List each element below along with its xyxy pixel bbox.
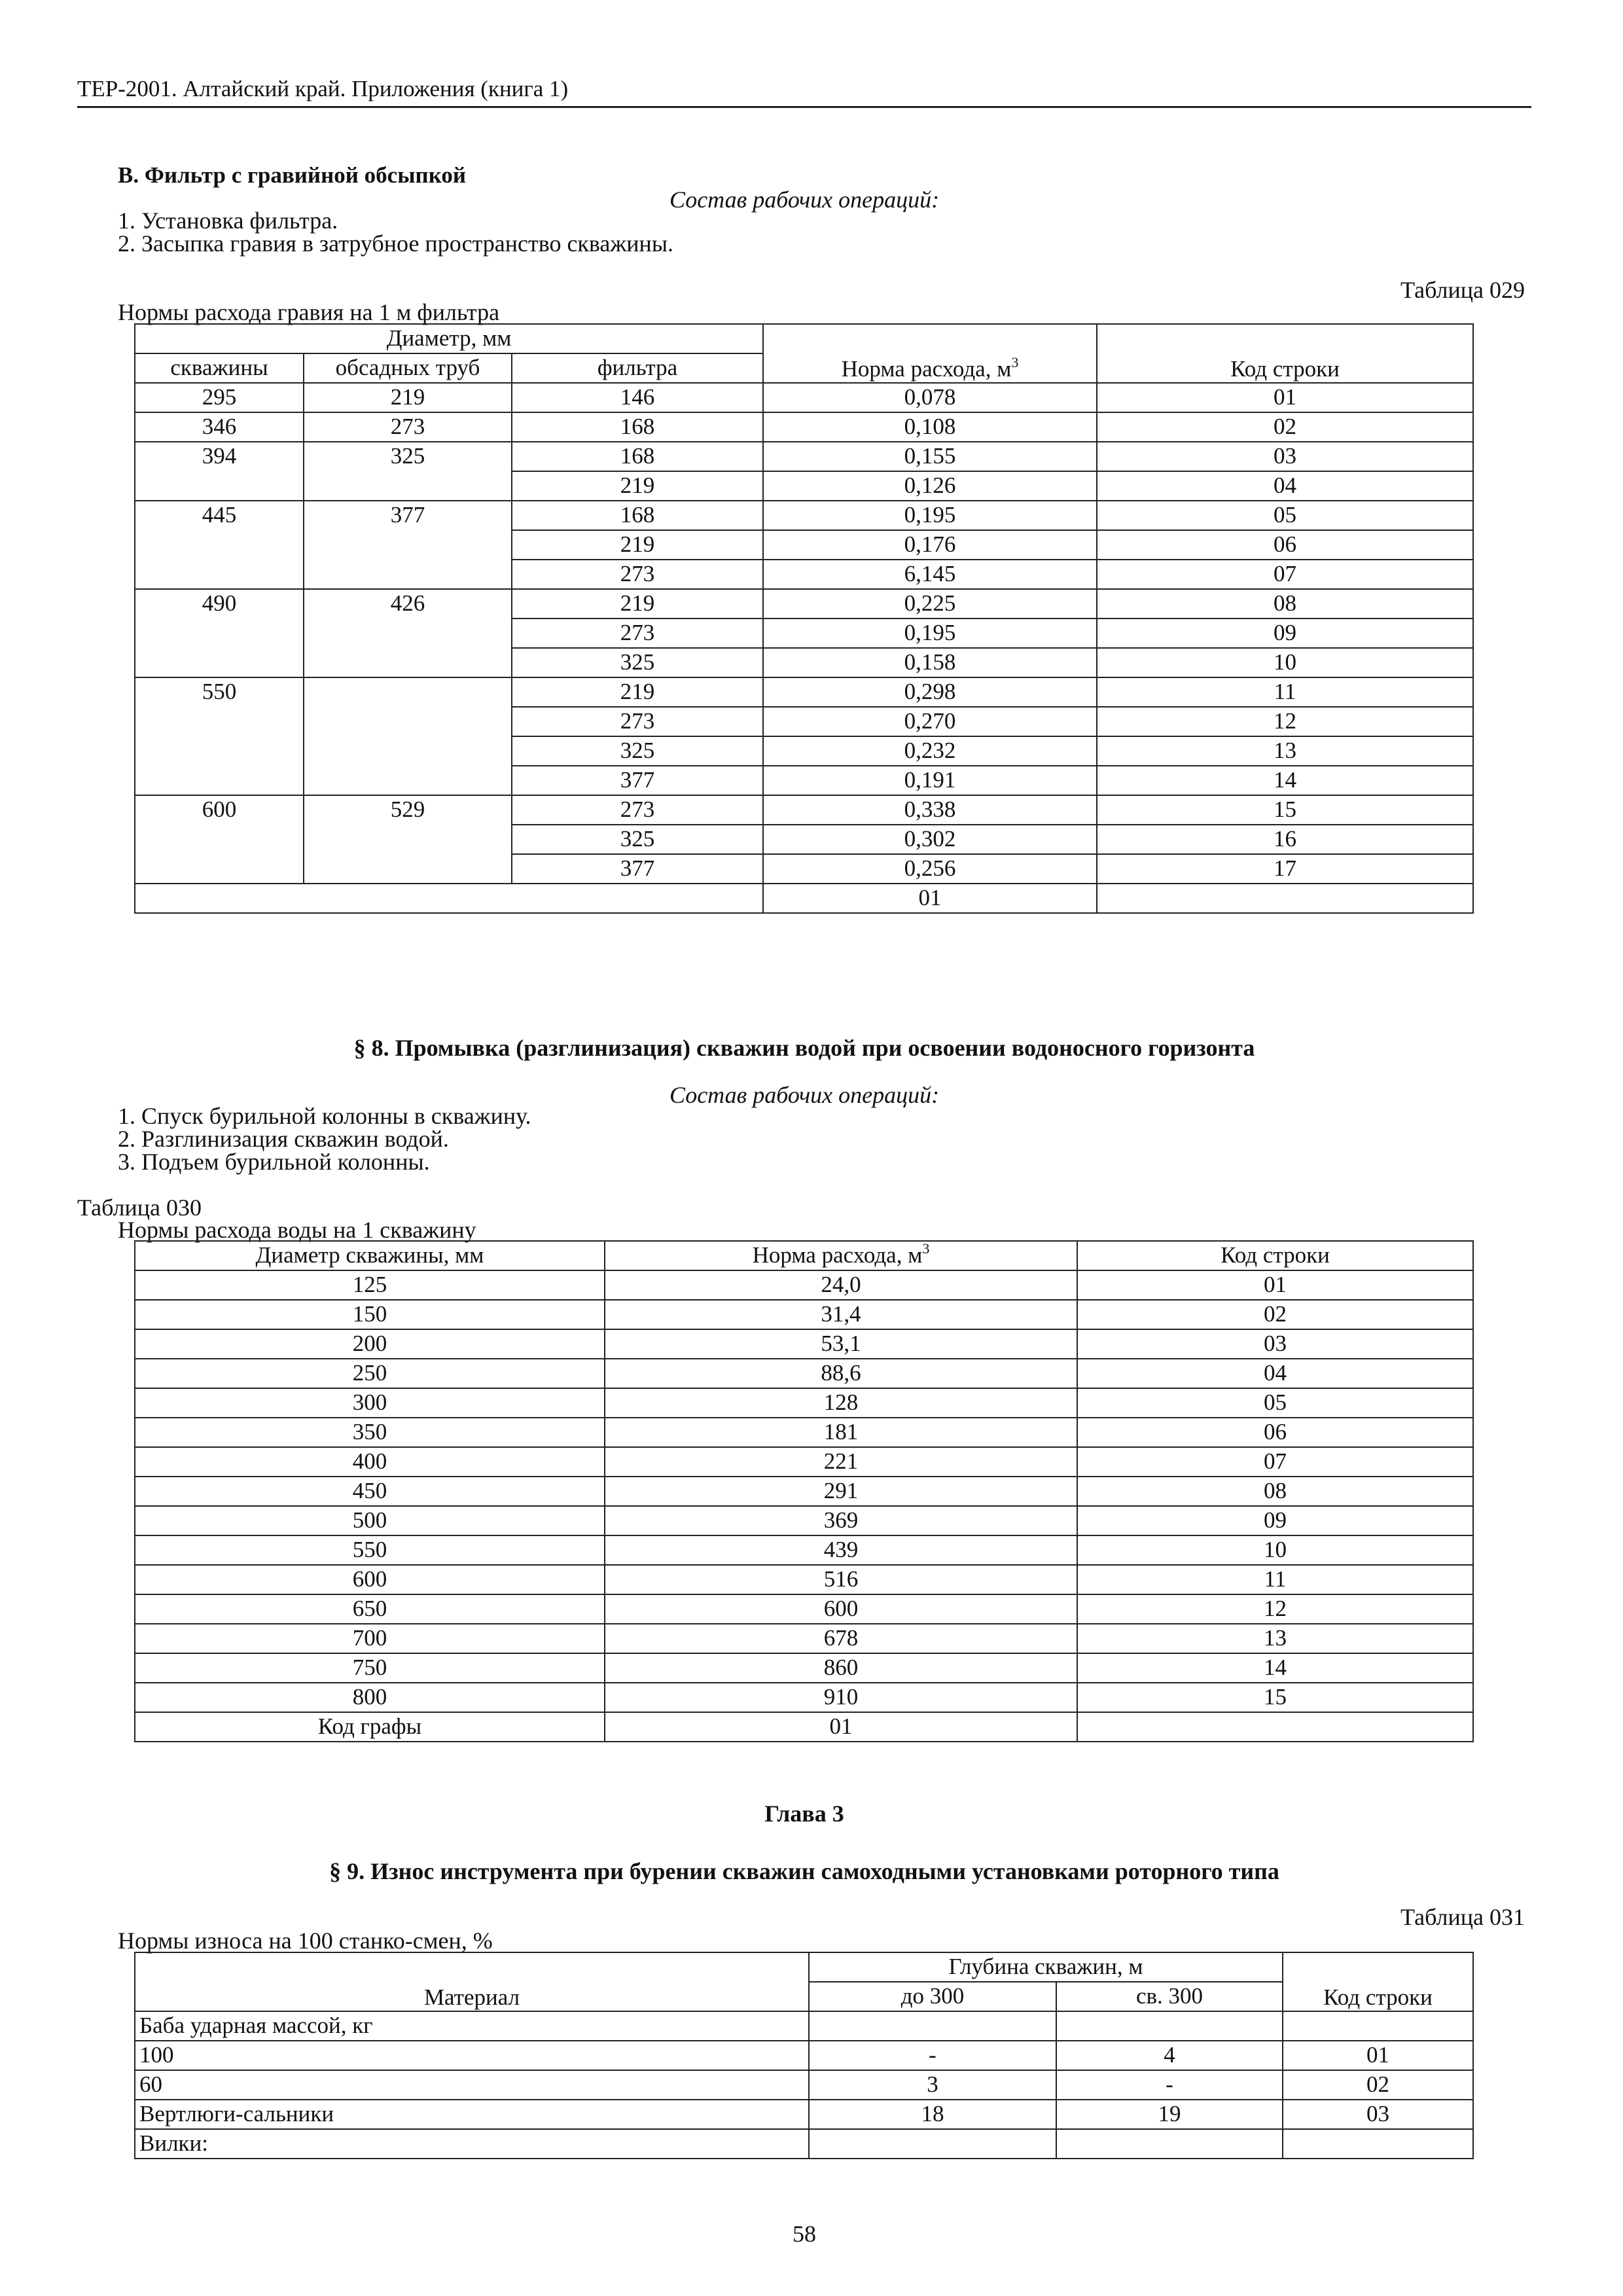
section-9-title: § 9. Износ инструмента при бурении скважин самоходными установками роторного типа <box>329 1858 1279 1884</box>
cell-casing: 219 <box>304 383 512 412</box>
cell-norm: 53,1 <box>605 1329 1077 1359</box>
cell-diameter: 300 <box>135 1388 605 1418</box>
cell-norm: 0,232 <box>763 736 1097 766</box>
cell-filter: 273 <box>512 619 763 648</box>
page-number: 58 <box>793 2221 816 2247</box>
cell-diameter: 750 <box>135 1653 605 1683</box>
cell-code: 05 <box>1097 501 1473 530</box>
cell-code: 03 <box>1097 442 1473 471</box>
table-031-caption: Нормы износа на 100 станко-смен, % <box>118 1928 493 1954</box>
table-row <box>135 1477 1473 1506</box>
chapter-title: Глава 3 <box>764 1801 844 1827</box>
cell-norm: 369 <box>605 1506 1077 1535</box>
cell-code: 06 <box>1077 1418 1473 1447</box>
cell-filter: 325 <box>512 648 763 677</box>
table-row <box>135 2129 1473 2159</box>
table-header-row <box>135 1241 1473 1270</box>
cell-norm: 0,158 <box>763 648 1097 677</box>
cell-code: 14 <box>1077 1653 1473 1683</box>
cell-code: 09 <box>1077 1506 1473 1535</box>
table-footer-row <box>135 884 1473 913</box>
cell-norm: 221 <box>605 1447 1077 1477</box>
cell-norm: 31,4 <box>605 1300 1077 1329</box>
cell-code: 04 <box>1097 471 1473 501</box>
table-029-label: Таблица 029 <box>1400 277 1525 303</box>
table-row <box>135 1506 1473 1535</box>
cell-norm: 0,256 <box>763 854 1097 884</box>
section-8-title: § 8. Промывка (разглинизация) скважин водой при освоении водоносного горизонта <box>353 1035 1255 1061</box>
cell-code: 16 <box>1097 825 1473 854</box>
cell-diameter: 250 <box>135 1359 605 1388</box>
operation-item: 2. Разглинизация скважин водой. <box>118 1126 449 1152</box>
cell-norm: 0,191 <box>763 766 1097 795</box>
cell-material: Вилки: <box>135 2129 809 2159</box>
cell-code: 03 <box>1283 2100 1473 2129</box>
cell-diameter: 350 <box>135 1418 605 1447</box>
cell-code: 07 <box>1097 560 1473 589</box>
cell-code: 01 <box>1077 1270 1473 1300</box>
table-row <box>135 677 1473 707</box>
cell-code: 13 <box>1077 1624 1473 1653</box>
cell-filter: 377 <box>512 854 763 884</box>
table-029-caption: Нормы расхода гравия на 1 м фильтра <box>118 299 500 325</box>
table-row <box>135 1683 1473 1712</box>
cell-code: 12 <box>1097 707 1473 736</box>
cell-code: 08 <box>1097 589 1473 619</box>
cell-filter: 219 <box>512 530 763 560</box>
table-row <box>135 1270 1473 1300</box>
cell-code: 09 <box>1097 619 1473 648</box>
operation-item: 1. Спуск бурильной колонны в скважину. <box>118 1103 531 1129</box>
cell-norm: 0,155 <box>763 442 1097 471</box>
header-depth-to-300: до 300 <box>809 1982 1056 2011</box>
cell-filter: 377 <box>512 766 763 795</box>
cell-diameter: 800 <box>135 1683 605 1712</box>
cell-code: 12 <box>1077 1594 1473 1624</box>
cell-norm: 181 <box>605 1418 1077 1447</box>
header-well-diameter: Диаметр скважины, мм <box>135 1241 605 1270</box>
table-row <box>135 442 1473 471</box>
section-8-ops-list <box>118 1105 531 1174</box>
section-v-title: В. Фильтр с гравийной обсыпкой <box>118 162 467 188</box>
cell-norm: 0,176 <box>763 530 1097 560</box>
footer-empty <box>135 884 763 913</box>
table-row <box>135 1388 1473 1418</box>
cell-norm: 0,195 <box>763 501 1097 530</box>
cell-material: Вертлюги-сальники <box>135 2100 809 2129</box>
header-code: Код строки <box>1097 324 1473 383</box>
cell-code: 10 <box>1097 648 1473 677</box>
table-row <box>135 1535 1473 1565</box>
cell-norm: 0,298 <box>763 677 1097 707</box>
cell-code: 08 <box>1077 1477 1473 1506</box>
section-v-ops-title: Состав рабочих операций: <box>669 187 940 213</box>
cell-filter: 219 <box>512 471 763 501</box>
header-rule <box>77 106 1531 108</box>
cell-code: 02 <box>1283 2070 1473 2100</box>
cell-filter: 325 <box>512 736 763 766</box>
cell-code: 03 <box>1077 1329 1473 1359</box>
cell-to-300: 3 <box>809 2070 1056 2100</box>
cell-code: 11 <box>1097 677 1473 707</box>
cell-diameter: 700 <box>135 1624 605 1653</box>
cell-casing: 273 <box>304 412 512 442</box>
cell-over-300: 19 <box>1056 2100 1283 2129</box>
header-code: Код строки <box>1077 1241 1473 1270</box>
cell-material: 60 <box>135 2070 809 2100</box>
table-row <box>135 1653 1473 1683</box>
cell-code <box>1283 2011 1473 2041</box>
cell-norm: 0,338 <box>763 795 1097 825</box>
table-row <box>135 2041 1473 2070</box>
cell-diameter: 200 <box>135 1329 605 1359</box>
cell-norm: 0,108 <box>763 412 1097 442</box>
cell-norm: 6,145 <box>763 560 1097 589</box>
table-footer-row <box>135 1712 1473 1742</box>
table-row <box>135 1359 1473 1388</box>
cell-casing: 426 <box>304 589 512 677</box>
cell-code: 10 <box>1077 1535 1473 1565</box>
cell-filter: 219 <box>512 677 763 707</box>
cell-well: 346 <box>135 412 304 442</box>
table-row <box>135 795 1473 825</box>
table-031-label: Таблица 031 <box>1400 1904 1525 1930</box>
cell-filter: 146 <box>512 383 763 412</box>
table-031 <box>134 1952 1474 2159</box>
cell-well: 600 <box>135 795 304 884</box>
cell-casing <box>304 677 512 795</box>
table-row <box>135 2100 1473 2129</box>
cell-norm: 600 <box>605 1594 1077 1624</box>
cell-diameter: 500 <box>135 1506 605 1535</box>
header-material: Материал <box>135 1952 809 2011</box>
cell-well: 550 <box>135 677 304 795</box>
cell-code: 13 <box>1097 736 1473 766</box>
cell-code: 15 <box>1097 795 1473 825</box>
cell-filter: 219 <box>512 589 763 619</box>
cell-over-300: 4 <box>1056 2041 1283 2070</box>
footer-code: 01 <box>605 1712 1077 1742</box>
table-row <box>135 501 1473 530</box>
cell-diameter: 125 <box>135 1270 605 1300</box>
table-row <box>135 383 1473 412</box>
cell-code: 02 <box>1077 1300 1473 1329</box>
cell-code: 15 <box>1077 1683 1473 1712</box>
cell-code: 04 <box>1077 1359 1473 1388</box>
header-code: Код строки <box>1283 1952 1473 2011</box>
header-depth: Глубина скважин, м <box>809 1952 1283 1982</box>
cell-code: 05 <box>1077 1388 1473 1418</box>
header-norm: Норма расхода, $м^3$ <box>763 324 1097 383</box>
cell-over-300: - <box>1056 2070 1283 2100</box>
section-8-ops-title: Состав рабочих операций: <box>669 1082 940 1108</box>
cell-to-300 <box>809 2129 1056 2159</box>
cell-filter: 273 <box>512 560 763 589</box>
cell-diameter: 550 <box>135 1535 605 1565</box>
cell-code: 02 <box>1097 412 1473 442</box>
cell-well: 295 <box>135 383 304 412</box>
table-row <box>135 412 1473 442</box>
cell-material: Баба ударная массой, кг <box>135 2011 809 2041</box>
operation-item: 3. Подъем бурильной колонны. <box>118 1149 430 1175</box>
header-filter: фильтра <box>512 353 763 383</box>
table-row <box>135 1565 1473 1594</box>
cell-norm: 910 <box>605 1683 1077 1712</box>
cell-casing: 377 <box>304 501 512 589</box>
cell-filter: 273 <box>512 707 763 736</box>
cell-well: 445 <box>135 501 304 589</box>
cell-norm: 0,302 <box>763 825 1097 854</box>
header-well: скважины <box>135 353 304 383</box>
cell-norm: 88,6 <box>605 1359 1077 1388</box>
header-diameter: Диаметр, мм <box>135 324 763 353</box>
cell-filter: 168 <box>512 412 763 442</box>
cell-diameter: 600 <box>135 1565 605 1594</box>
cell-to-300: - <box>809 2041 1056 2070</box>
cell-over-300 <box>1056 2129 1283 2159</box>
cell-code: 01 <box>1097 383 1473 412</box>
cell-norm: 291 <box>605 1477 1077 1506</box>
cell-diameter: 400 <box>135 1447 605 1477</box>
cell-code: 01 <box>1283 2041 1473 2070</box>
footer-label: Код графы <box>135 1712 605 1742</box>
operation-item: 1. Установка фильтра. <box>118 207 338 234</box>
cell-code <box>1283 2129 1473 2159</box>
table-row <box>135 1300 1473 1329</box>
operation-item: 2. Засыпка гравия в затрубное пространство скважины. <box>118 230 674 257</box>
cell-norm: 0,195 <box>763 619 1097 648</box>
table-row <box>135 1594 1473 1624</box>
table-029 <box>134 323 1474 914</box>
cell-code: 17 <box>1097 854 1473 884</box>
cell-to-300 <box>809 2011 1056 2041</box>
table-row <box>135 2070 1473 2100</box>
table-row <box>135 1329 1473 1359</box>
footer-empty <box>1077 1712 1473 1742</box>
table-030-caption: Нормы расхода воды на 1 скважину <box>118 1217 476 1243</box>
cell-norm: 0,270 <box>763 707 1097 736</box>
header-norm: Норма расхода, $м^3$ <box>605 1241 1077 1270</box>
table-row <box>135 2011 1473 2041</box>
table-row <box>135 1624 1473 1653</box>
cell-casing: 529 <box>304 795 512 884</box>
cell-code: 11 <box>1077 1565 1473 1594</box>
cell-norm: 516 <box>605 1565 1077 1594</box>
cell-code: 14 <box>1097 766 1473 795</box>
header-casing: обсадных труб <box>304 353 512 383</box>
cell-norm: 439 <box>605 1535 1077 1565</box>
cell-norm: 128 <box>605 1388 1077 1418</box>
cell-diameter: 650 <box>135 1594 605 1624</box>
table-030 <box>134 1240 1474 1742</box>
header-depth-over-300: св. 300 <box>1056 1982 1283 2011</box>
running-header: ТЕР-2001. Алтайский край. Приложения (книга 1) <box>77 76 569 101</box>
table-header-row <box>135 324 1473 353</box>
cell-filter: 273 <box>512 795 763 825</box>
section-v-ops-list <box>118 209 673 255</box>
cell-norm: 24,0 <box>605 1270 1077 1300</box>
cell-code: 06 <box>1097 530 1473 560</box>
table-row <box>135 1447 1473 1477</box>
cell-to-300: 18 <box>809 2100 1056 2129</box>
cell-norm: 678 <box>605 1624 1077 1653</box>
cell-norm: 860 <box>605 1653 1077 1683</box>
table-030-label: Таблица 030 <box>77 1194 202 1221</box>
cell-casing: 325 <box>304 442 512 501</box>
cell-norm: 0,078 <box>763 383 1097 412</box>
cell-material: 100 <box>135 2041 809 2070</box>
table-row <box>135 589 1473 619</box>
cell-code: 07 <box>1077 1447 1473 1477</box>
cell-filter: 168 <box>512 442 763 471</box>
footer-empty <box>1097 884 1473 913</box>
cell-filter: 325 <box>512 825 763 854</box>
table-row <box>135 1418 1473 1447</box>
cell-diameter: 150 <box>135 1300 605 1329</box>
footer-code: 01 <box>763 884 1097 913</box>
cell-well: 394 <box>135 442 304 501</box>
cell-filter: 168 <box>512 501 763 530</box>
cell-norm: 0,225 <box>763 589 1097 619</box>
cell-norm: 0,126 <box>763 471 1097 501</box>
cell-over-300 <box>1056 2011 1283 2041</box>
cell-diameter: 450 <box>135 1477 605 1506</box>
cell-well: 490 <box>135 589 304 677</box>
table-header-row <box>135 1952 1473 1982</box>
